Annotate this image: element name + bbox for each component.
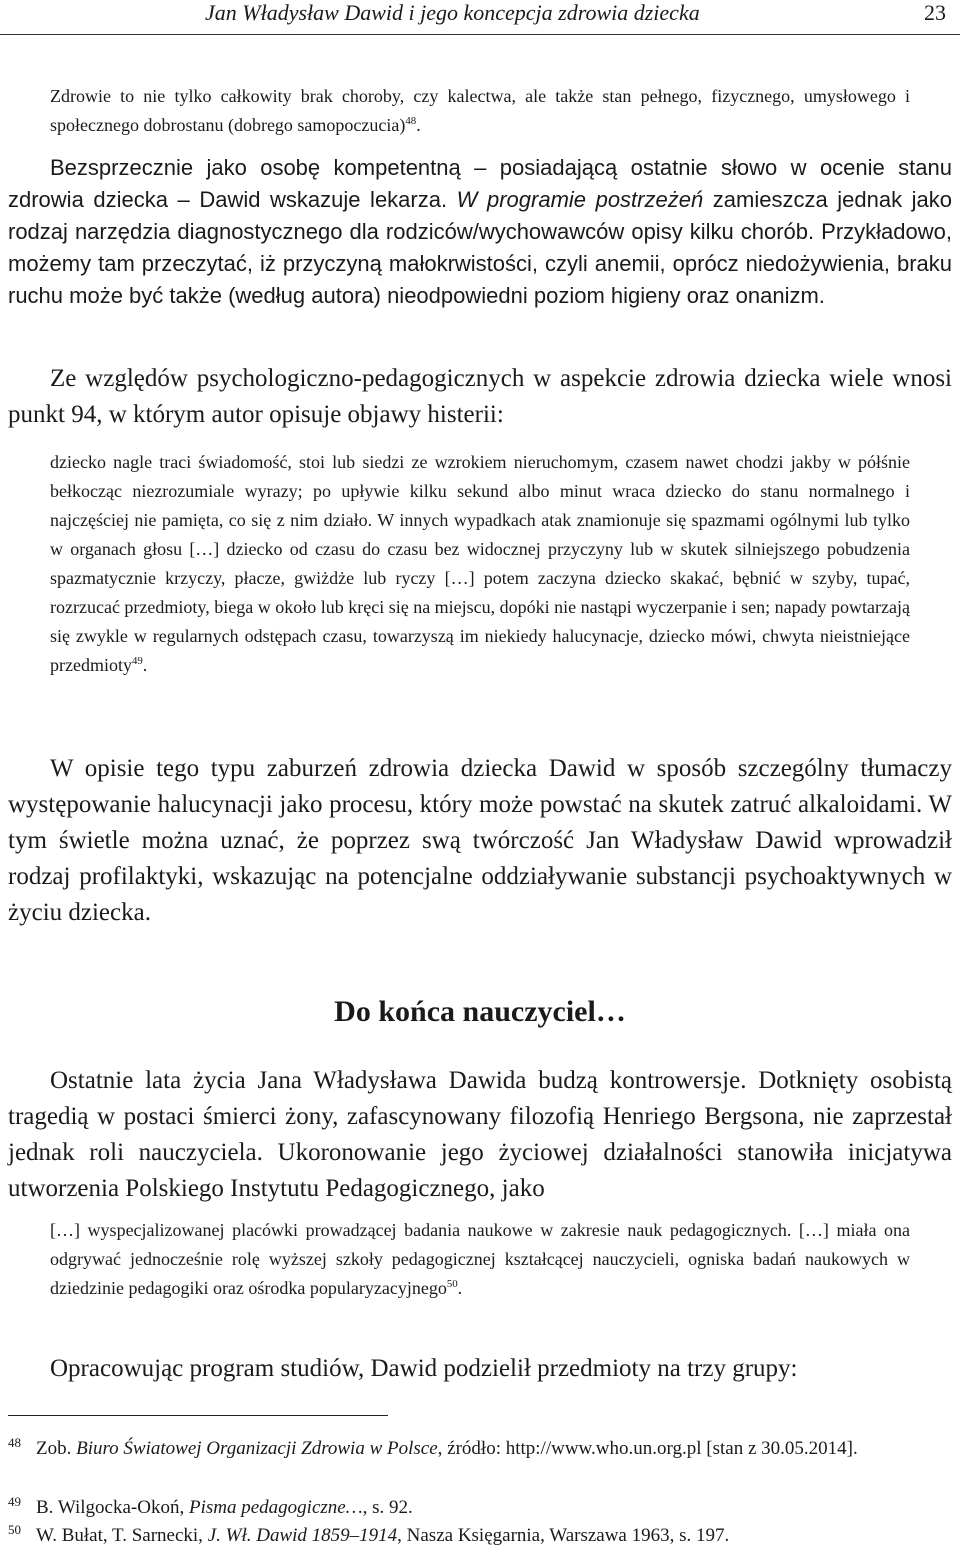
running-header — [0, 0, 960, 35]
paragraph-last-years: Ostatnie lata życia Jana Władysława Dawida budzą kontrowersje. Dotknięty osobistą tragedią w postaci śmierci żony, zafascynowany filozofią Henriego Bergsona, nie zaprzestał jednak roli nauczyciela. Ukoronowanie jego życiowej działalności stanowiła inicjatywa utworzenia Polskiego Instytutu Pedagogicznego, jako — [8, 1067, 952, 1202]
page-number: 23 — [924, 0, 946, 25]
footnote-text — [36, 1523, 952, 1549]
footnote-text — [36, 1495, 952, 1521]
quote-end: . — [457, 1278, 463, 1298]
paragraph-text-cont: zamieszcza jednak jako rodzaj narzędzia diagnostycznego dla rodziców/wychowawców opisy kilku chorób. Przykładowo, możemy tam przeczytać, iż przyczyną małokrwistości, czyli anemii, oprócz niedożywienia, braku ruchu może być także (według autora) nieodpowiedni poziom higieny oraz onanizm. — [8, 187, 952, 308]
footnote-pre: W. Bułat, T. Sarnecki, — [36, 1525, 208, 1546]
footnote-italic: J. Wł. Dawid 1859–1914 — [207, 1525, 398, 1546]
block-quote-institute — [50, 1216, 910, 1303]
paragraph-study-program: Opracowując program studiów, Dawid podzielił przedmioty na trzy grupy: — [50, 1355, 798, 1382]
footnote-post: , Nasza Księgarnia, Warszawa 1963, s. 197. — [397, 1525, 730, 1546]
footnote-ref: 49 — [131, 655, 143, 667]
footnote-48 — [8, 1436, 952, 1462]
footnote-pre: B. Wilgocka-Okoń, — [36, 1497, 189, 1518]
footnote-text — [36, 1436, 952, 1462]
quote-text: […] wyspecjalizowanej placówki prowadzącej badania naukowe w zakresie nauk pedagogicznych. […] miała ona odgrywać jednocześnie rolę wyższej szkoły pedagogicznej kształcącej nauczycieli, ogniska badań naukowych w dziedzinie pedagogiki oraz ośrodka popularyzacyjnego — [50, 1220, 910, 1298]
paragraph-text: Bezsprzecznie jako osobę kompetentną – posiadającą ostatnie słowo w ocenie stanu zdrowia dziecka – Dawid wskazuje lekarza. — [8, 155, 952, 212]
quote-end: . — [142, 655, 148, 675]
paragraph-hallucinations: W opisie tego typu zaburzeń zdrowia dziecka Dawid w sposób szczególny tłumaczy występowanie halucynacji jako procesu, który może powstać na skutek zatruć alkaloidami. W tym świetle można uznać, że poprzez swą twórczość Jan Władysław Dawid wprowadził rodzaj profilaktyki, wskazując na potencjalne oddziaływanie substancji psychoaktywnych w życiu dziecka. — [8, 755, 952, 926]
quote-text: Zdrowie to nie tylko całkowity brak choroby, czy kalectwa, ale także stan pełnego, fizycznego, umysłowego i społecznego dobrostanu (dobrego samopoczucia) — [50, 86, 910, 135]
footnote-pre: Zob. — [36, 1438, 77, 1459]
block-quote-who — [50, 82, 910, 140]
block-quote-hysteria — [50, 448, 910, 680]
section-heading: Do końca nauczyciel… — [334, 995, 626, 1028]
footnote-ref: 48 — [405, 115, 417, 127]
footnote-50 — [8, 1523, 952, 1549]
footnote-number: 49 — [8, 1494, 21, 1509]
italic-title: W programie postrzeżeń — [456, 187, 704, 212]
footnote-number: 50 — [8, 1522, 21, 1537]
paragraph-doctor — [8, 152, 952, 312]
paragraph-hysteria-intro: Ze względów psychologiczno-pedagogicznych w aspekcie zdrowia dziecka wiele wnosi punkt 94, w którym autor opisuje objawy histerii: — [8, 365, 952, 428]
quote-end: . — [416, 115, 421, 135]
footnote-post: , źródło: http://www.who.un.org.pl [stan z 30.05.2014]. — [437, 1438, 858, 1459]
footnote-number: 48 — [8, 1435, 21, 1450]
quote-text: dziecko nagle traci świadomość, stoi lub siedzi ze wzrokiem nieruchomym, czasem nawet chodzi jakby w półśnie bełkocząc niezrozumiale wyrazy; po upływie kilku sekund albo minut wraca dziecko do stanu normalnego i najczęściej nie pamięta, co się z nim działo. W innych wypadkach atak znamionuje się spazmami ogólnymi lub tylko w organach głosu […] dziecko od czasu do czasu bez widocznej przyczyny lub w skutek silniejszego pobudzenia spazmatycznie krzyczy, płacze, gwiżdże lub ryczy […] potem zaczyna dziecko skakać, bębnić w szyby, tupać, rozrzucać przedmioty, biega w około lub kręci się na miejscu, dopóki nie nastąpi wyczerpanie i sen; napady powtarzają się zwykle w regularnych odstępach czasu, towarzyszą im niekiedy halucynacje, dziecko mówi, chwyta nieistniejące przedmioty — [50, 452, 911, 675]
footnote-post: , s. 92. — [362, 1497, 413, 1518]
footnote-49 — [8, 1495, 952, 1521]
running-title: Jan Władysław Dawid i jego koncepcja zdrowia dziecka — [205, 0, 700, 25]
footnote-italic: Biuro Światowej Organizacji Zdrowia w Polsce — [76, 1438, 438, 1459]
footnote-ref: 50 — [446, 1278, 458, 1290]
footnote-divider — [8, 1415, 388, 1416]
footnote-italic: Pisma pedagogiczne… — [188, 1497, 363, 1518]
